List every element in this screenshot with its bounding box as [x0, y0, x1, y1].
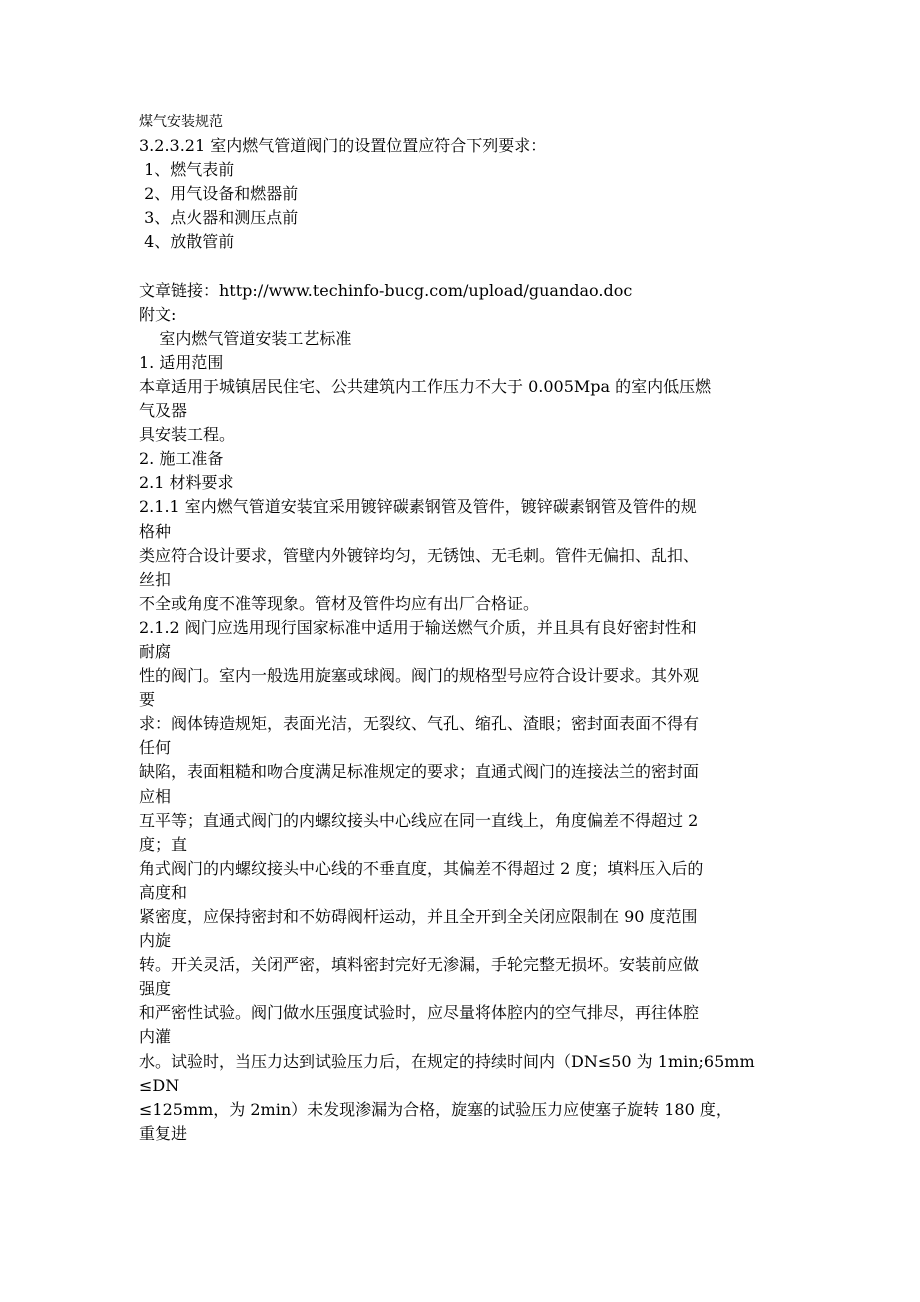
body-text-line: 本章适用于城镇居民住宅、公共建筑内工作压力不大于 0.005Mpa 的室内低压燃: [139, 376, 712, 396]
body-text-line: 转。开关灵活，关闭严密，填料密封完好无渗漏，手轮完整无损坏。安装前应做: [139, 955, 700, 975]
body-text-line: 高度和: [139, 882, 188, 902]
document-title: 煤气安装规范: [139, 114, 223, 130]
body-text-line: 度；直: [139, 834, 188, 854]
body-text-line: 气及器: [139, 401, 188, 421]
requirement-item: 3、点火器和测压点前: [139, 208, 299, 228]
body-text-line: 和严密性试验。阀门做水压强度试验时，应尽量将体腔内的空气排尽，再往体腔: [139, 1003, 700, 1023]
section-intro: 3.2.3.21 室内燃气管道阀门的设置位置应符合下列要求：: [139, 136, 547, 156]
body-text-line: ≤DN: [139, 1075, 180, 1095]
body-text-line: 求：阀体铸造规矩，表面光洁，无裂纹、气孔、缩孔、渣眼；密封面表面不得有: [139, 714, 700, 734]
body-text-line: 水。试验时，当压力达到试验压力后，在规定的持续时间内（DN≤50 为 1min;65mm: [139, 1051, 755, 1071]
body-text-line: ≤125mm，为 2min）未发现渗漏为合格，旋塞的试验压力应使塞子旋转 180 度，: [139, 1099, 732, 1119]
body-text-line: 1. 适用范围: [139, 352, 224, 372]
body-text-line: 紧密度，应保持密封和不妨碍阀杆运动，并且全开到全关闭应限制在 90 度范围: [139, 907, 698, 926]
body-text-line: 内灌: [139, 1027, 172, 1047]
body-text-line: 丝扣: [139, 569, 172, 589]
body-text-line: 内旋: [139, 931, 172, 951]
body-text-line: 2.1.2 阀门应选用现行国家标准中适用于输送燃气介质，并且具有良好密封性和: [139, 617, 697, 637]
body-text-line: 任何: [139, 738, 172, 758]
body-text-line: 要: [139, 690, 156, 710]
body-text-line: 耐腐: [139, 641, 172, 661]
blank-line: [139, 255, 789, 279]
body-text-line: 类应符合设计要求，管壁内外镀锌均匀，无锈蚀、无毛刺。管件无偏扣、乱扣、: [139, 545, 700, 565]
body-text-line: 格种: [139, 521, 172, 541]
requirement-item: 2、用气设备和燃器前: [139, 184, 299, 204]
body-text-line: 强度: [139, 979, 172, 999]
body-text-line: 应相: [139, 786, 172, 806]
body-text-line: 2.1 材料要求: [139, 473, 234, 493]
body-text-line: 角式阀门的内螺纹接头中心线的不垂直度，其偏差不得超过 2 度；填料压入后的: [139, 858, 704, 878]
appendix-title: 室内燃气管道安装工艺标准: [139, 328, 352, 348]
body-text-line: 缺陷，表面粗糙和吻合度满足标准规定的要求；直通式阀门的连接法兰的密封面: [139, 762, 700, 782]
body-text-line: 互平等；直通式阀门的内螺纹接头中心线应在同一直线上，角度偏差不得超过 2: [139, 810, 699, 830]
appendix-body: [139, 351, 789, 1146]
requirement-item: 1、燃气表前: [139, 160, 235, 180]
requirement-item: 4、放散管前: [139, 232, 235, 252]
document-page: [139, 110, 789, 1146]
body-text-line: 性的阀门。室内一般选用旋塞或球阀。阀门的规格型号应符合设计要求。其外观: [139, 666, 700, 686]
body-text-line: 2. 施工准备: [139, 449, 224, 469]
appendix-label: 附文:: [139, 304, 177, 324]
body-text-line: 重复进: [139, 1123, 188, 1143]
body-text-line: 具安装工程。: [139, 425, 236, 445]
body-text-line: 不全或角度不准等现象。管材及管件均应有出厂合格证。: [139, 593, 540, 613]
body-text-line: 2.1.1 室内燃气管道安装宜采用镀锌碳素钢管及管件，镀锌碳素钢管及管件的规: [139, 497, 697, 517]
article-link[interactable]: 文章链接：http://www.techinfo-bucg.com/upload/guandao.doc: [139, 280, 633, 300]
